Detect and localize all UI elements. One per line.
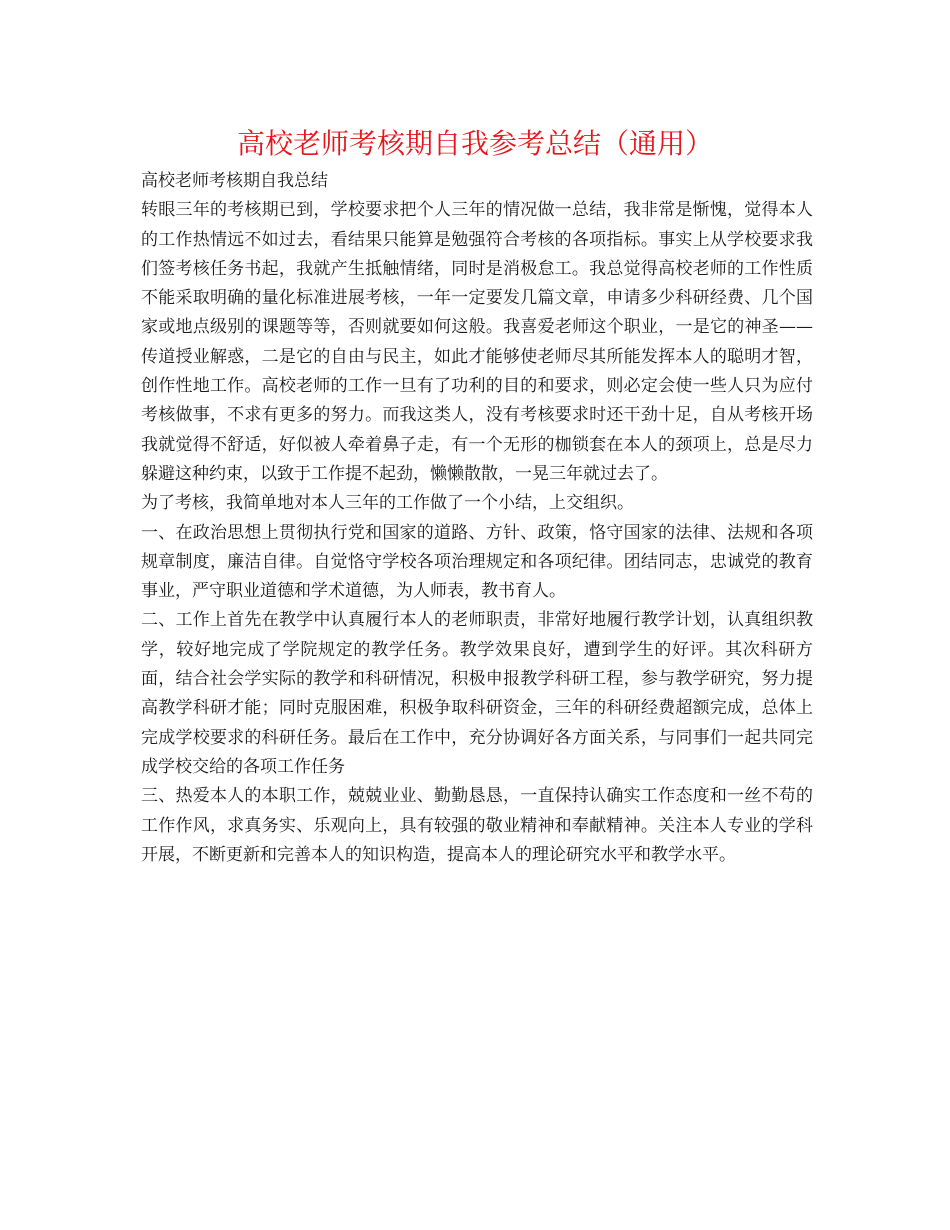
paragraph-section-three: 三、热爱本人的本职工作，兢兢业业、勤勤恳恳，一直保持认确实工作态度和一丝不苟的工作作风，求真务实、乐观向上，具有较强的敬业精神和奉献精神。关注本人专业的学科开展，不断更新和完善本人的知识构造，提高本人的理论研究水平和教学水平。 xyxy=(141,786,813,865)
paragraph-section-two: 二、工作上首先在教学中认真履行本人的老师职责，非常好地履行教学计划，认真组织教学，较好地完成了学院规定的教学任务。教学效果良好，遭到学生的好评。其次科研方面，结合社会学实际的教学和科研情况，积极申报教学科研工程，参与教学研究，努力提高教学科研才能；同时克服困难，积极争取科研资金，三年的科研经费超额完成，总体上完成学校要求的科研任务。最后在工作中，充分协调好各方面关系，与同事们一起共同完成学校交给的各项工作任务 xyxy=(141,610,813,777)
document-body xyxy=(141,167,813,870)
document-subtitle: 高校老师考核期自我总结 xyxy=(141,171,328,191)
document-title: 高校老师考核期自我参考总结（通用） xyxy=(236,127,713,160)
paragraph-intro: 转眼三年的考核期已到，学校要求把个人三年的情况做一总结，我非常是惭愧，觉得本人的工作热情远不如过去，看结果只能算是勉强符合考核的各项指标。事实上从学校要求我们签考核任务书起，我就产生抵触情绪，同时是消极怠工。我总觉得高校老师的工作性质不能采取明确的量化标准进展考核，一年一定要发几篇文章，申请多少科研经费、几个国家或地点级别的课题等等，否则就要如何这般。我喜爱老师这个职业，一是它的神圣——传道授业解惑，二是它的自由与民主，如此才能够使老师尽其所能发挥本人的聪明才智，创作性地工作。高校老师的工作一旦有了功利的目的和要求，则必定会使一些人只为应付考核做事，不求有更多的努力。而我这类人，没有考核要求时还干劲十足，自从考核开场我就觉得不舒适，好似被人牵着鼻子走，有一个无形的枷锁套在本人的颈项上，总是尽力躲避这种约束，以致于工作提不起劲，懒懒散散，一晃三年就过去了。 xyxy=(141,200,813,484)
paragraph-section-one: 一、在政治思想上贯彻执行党和国家的道路、方针、政策，恪守国家的法律、法规和各项规章制度，廉洁自律。自觉恪守学校各项治理规定和各项纪律。团结同志，忠诚党的教育事业，严守职业道德和学术道德，为人师表，教书育人。 xyxy=(141,522,813,602)
paragraph-summary-note: 为了考核，我简单地对本人三年的工作做了一个小结，上交组织。 xyxy=(141,493,634,514)
